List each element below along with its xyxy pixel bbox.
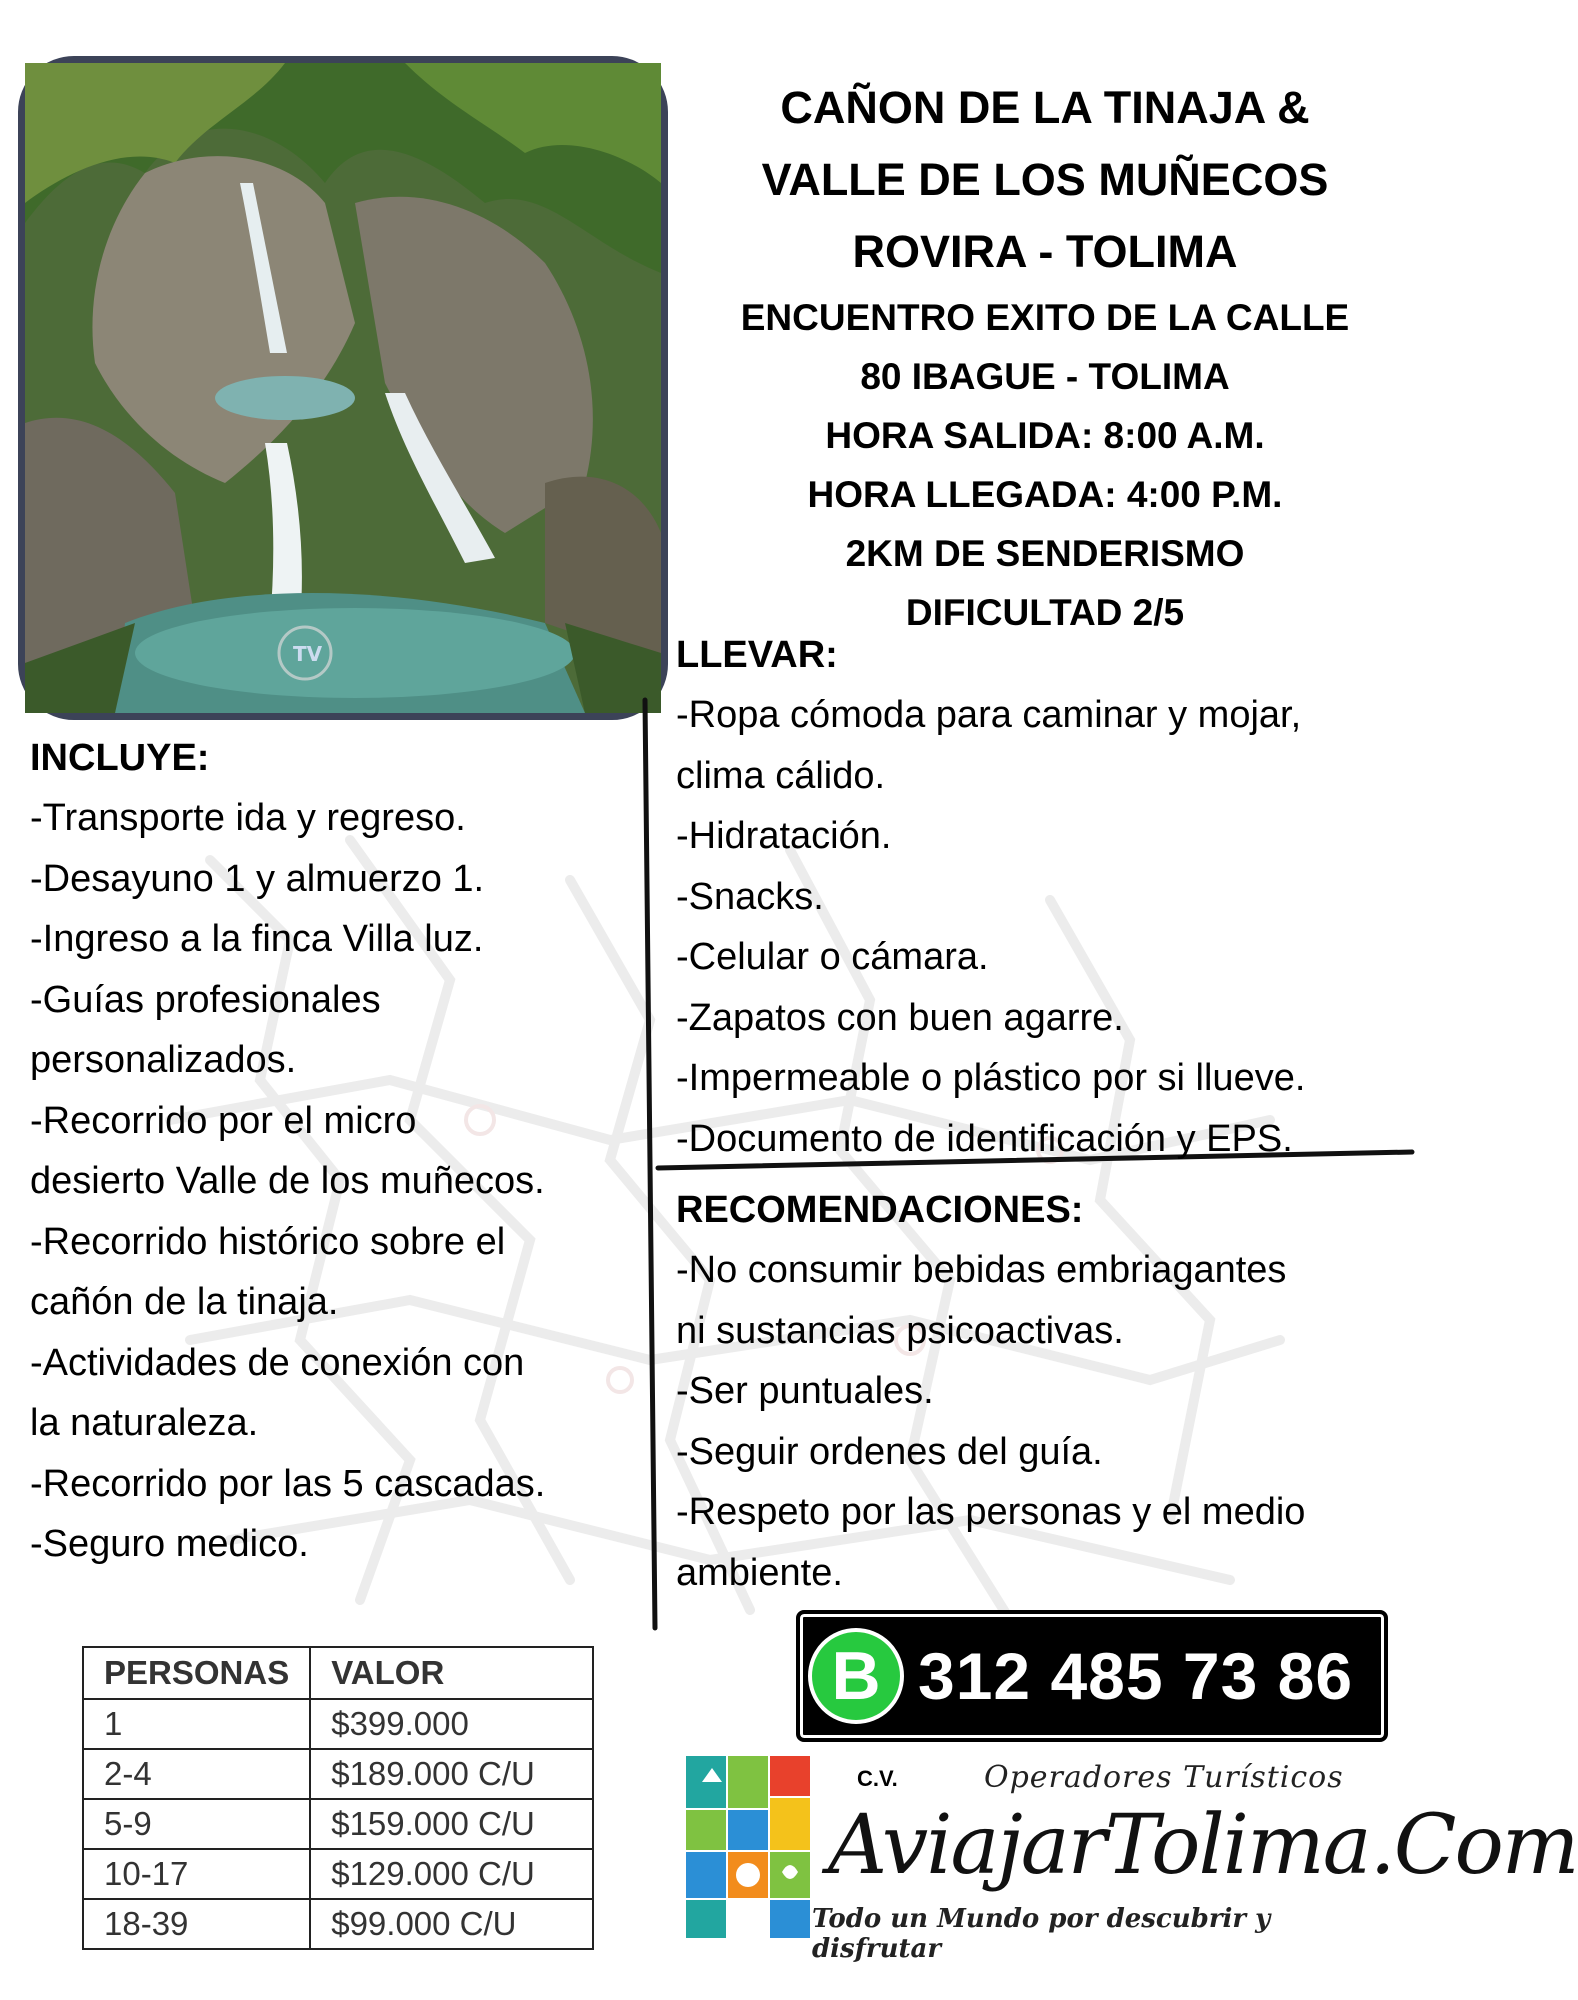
logo-tagline: Todo un Mundo por descubrir y disfrutar bbox=[812, 1904, 1271, 1964]
price-cell: $99.000 C/U bbox=[310, 1899, 593, 1949]
bring-item: -Snacks. bbox=[676, 875, 824, 918]
company-logo bbox=[682, 1752, 1578, 1964]
includes-item: desierto Valle de los muñecos. bbox=[30, 1160, 545, 1202]
recommendation-item: -Ser puntuales. bbox=[676, 1370, 934, 1412]
tour-title-line-1: CAÑON DE LA TINAJA & bbox=[780, 82, 1310, 133]
includes-item: la naturaleza. bbox=[30, 1402, 259, 1444]
phone-number[interactable]: 312 485 73 86 bbox=[918, 1639, 1354, 1713]
price-cell: $159.000 C/U bbox=[310, 1799, 593, 1849]
tour-title-line-3: ROVIRA - TOLIMA bbox=[852, 226, 1238, 277]
logo-operadores: Operadores Turísticos bbox=[984, 1760, 1344, 1795]
bring-item: -Zapatos con buen agarre. bbox=[676, 996, 1124, 1039]
includes-item: -Actividades de conexión con bbox=[30, 1341, 525, 1384]
hiking-distance: 2KM DE SENDERISMO bbox=[845, 533, 1245, 574]
bring-item: -Documento de identificación y EPS. bbox=[676, 1117, 1293, 1160]
title-block bbox=[680, 72, 1410, 642]
recommendations-title: RECOMENDACIONES: bbox=[676, 1189, 1084, 1231]
recommendation-item: -Seguir ordenes del guía. bbox=[676, 1430, 1103, 1473]
waterfall-photo bbox=[18, 56, 668, 720]
table-header-row bbox=[83, 1647, 593, 1699]
meeting-point-line-1: ENCUENTRO EXITO DE LA CALLE bbox=[740, 297, 1350, 338]
people-cell: 18-39 bbox=[83, 1899, 310, 1949]
table-row bbox=[83, 1749, 593, 1799]
price-table bbox=[82, 1646, 594, 1950]
whatsapp-business-icon: B bbox=[808, 1628, 904, 1724]
table-row bbox=[83, 1699, 593, 1749]
bring-item: clima cálido. bbox=[676, 754, 886, 797]
phone-contact-box[interactable] bbox=[796, 1610, 1388, 1742]
recommendation-item: ni sustancias psicoactivas. bbox=[676, 1309, 1124, 1352]
bring-section bbox=[676, 625, 1396, 1169]
includes-title: INCLUYE: bbox=[30, 737, 210, 779]
people-cell: 5-9 bbox=[83, 1799, 310, 1849]
departure-time: HORA SALIDA: 8:00 A.M. bbox=[825, 415, 1265, 456]
includes-item: -Transporte ida y regreso. bbox=[30, 797, 466, 839]
bring-item: -Hidratación. bbox=[676, 815, 892, 857]
includes-item: -Guías profesionales bbox=[30, 978, 381, 1021]
table-row bbox=[83, 1799, 593, 1849]
logo-cv: C.V. bbox=[857, 1766, 898, 1791]
includes-item: -Recorrido histórico sobre el bbox=[30, 1220, 506, 1263]
bring-item: -Impermeable o plástico por si llueve. bbox=[676, 1057, 1306, 1099]
includes-item: -Ingreso a la finca Villa luz. bbox=[30, 918, 484, 960]
includes-item: personalizados. bbox=[30, 1039, 297, 1081]
people-cell: 1 bbox=[83, 1699, 310, 1749]
tour-title-line-2: VALLE DE LOS MUÑECOS bbox=[761, 154, 1329, 205]
people-cell: 10-17 bbox=[83, 1849, 310, 1899]
includes-item: -Recorrido por el micro bbox=[30, 1099, 417, 1142]
recommendation-item: ambiente. bbox=[676, 1551, 843, 1594]
arrival-time: HORA LLEGADA: 4:00 P.M. bbox=[807, 474, 1283, 515]
photo-watermark: TV bbox=[293, 642, 323, 666]
bring-item: -Ropa cómoda para caminar y mojar, bbox=[676, 694, 1302, 736]
table-row bbox=[83, 1899, 593, 1949]
includes-item: -Seguro medico. bbox=[30, 1523, 309, 1565]
recommendations-section bbox=[676, 1180, 1396, 1603]
includes-item: cañón de la tinaja. bbox=[30, 1281, 339, 1323]
recommendation-item: -Respeto por las personas y el medio bbox=[676, 1491, 1306, 1533]
recommendation-item: -No consumir bebidas embriagantes bbox=[676, 1249, 1287, 1291]
column-header-people: PERSONAS bbox=[83, 1647, 310, 1699]
difficulty-level: DIFICULTAD 2/5 bbox=[905, 592, 1185, 633]
logo-brand-name: AviajarTolima.Com bbox=[828, 1798, 1578, 1893]
people-cell: 2-4 bbox=[83, 1749, 310, 1799]
table-row bbox=[83, 1849, 593, 1899]
includes-item: -Recorrido por las 5 cascadas. bbox=[30, 1462, 546, 1505]
column-header-price: VALOR bbox=[310, 1647, 593, 1699]
includes-section bbox=[30, 728, 670, 1575]
logo-mosaic-icon bbox=[682, 1752, 822, 1942]
price-cell: $129.000 C/U bbox=[310, 1849, 593, 1899]
bring-item: -Celular o cámara. bbox=[676, 936, 989, 978]
bring-title: LLEVAR: bbox=[676, 634, 838, 676]
meeting-point-line-2: 80 IBAGUE - TOLIMA bbox=[860, 356, 1230, 397]
price-cell: $399.000 bbox=[310, 1699, 593, 1749]
includes-item: -Desayuno 1 y almuerzo 1. bbox=[30, 857, 485, 900]
price-cell: $189.000 C/U bbox=[310, 1749, 593, 1799]
